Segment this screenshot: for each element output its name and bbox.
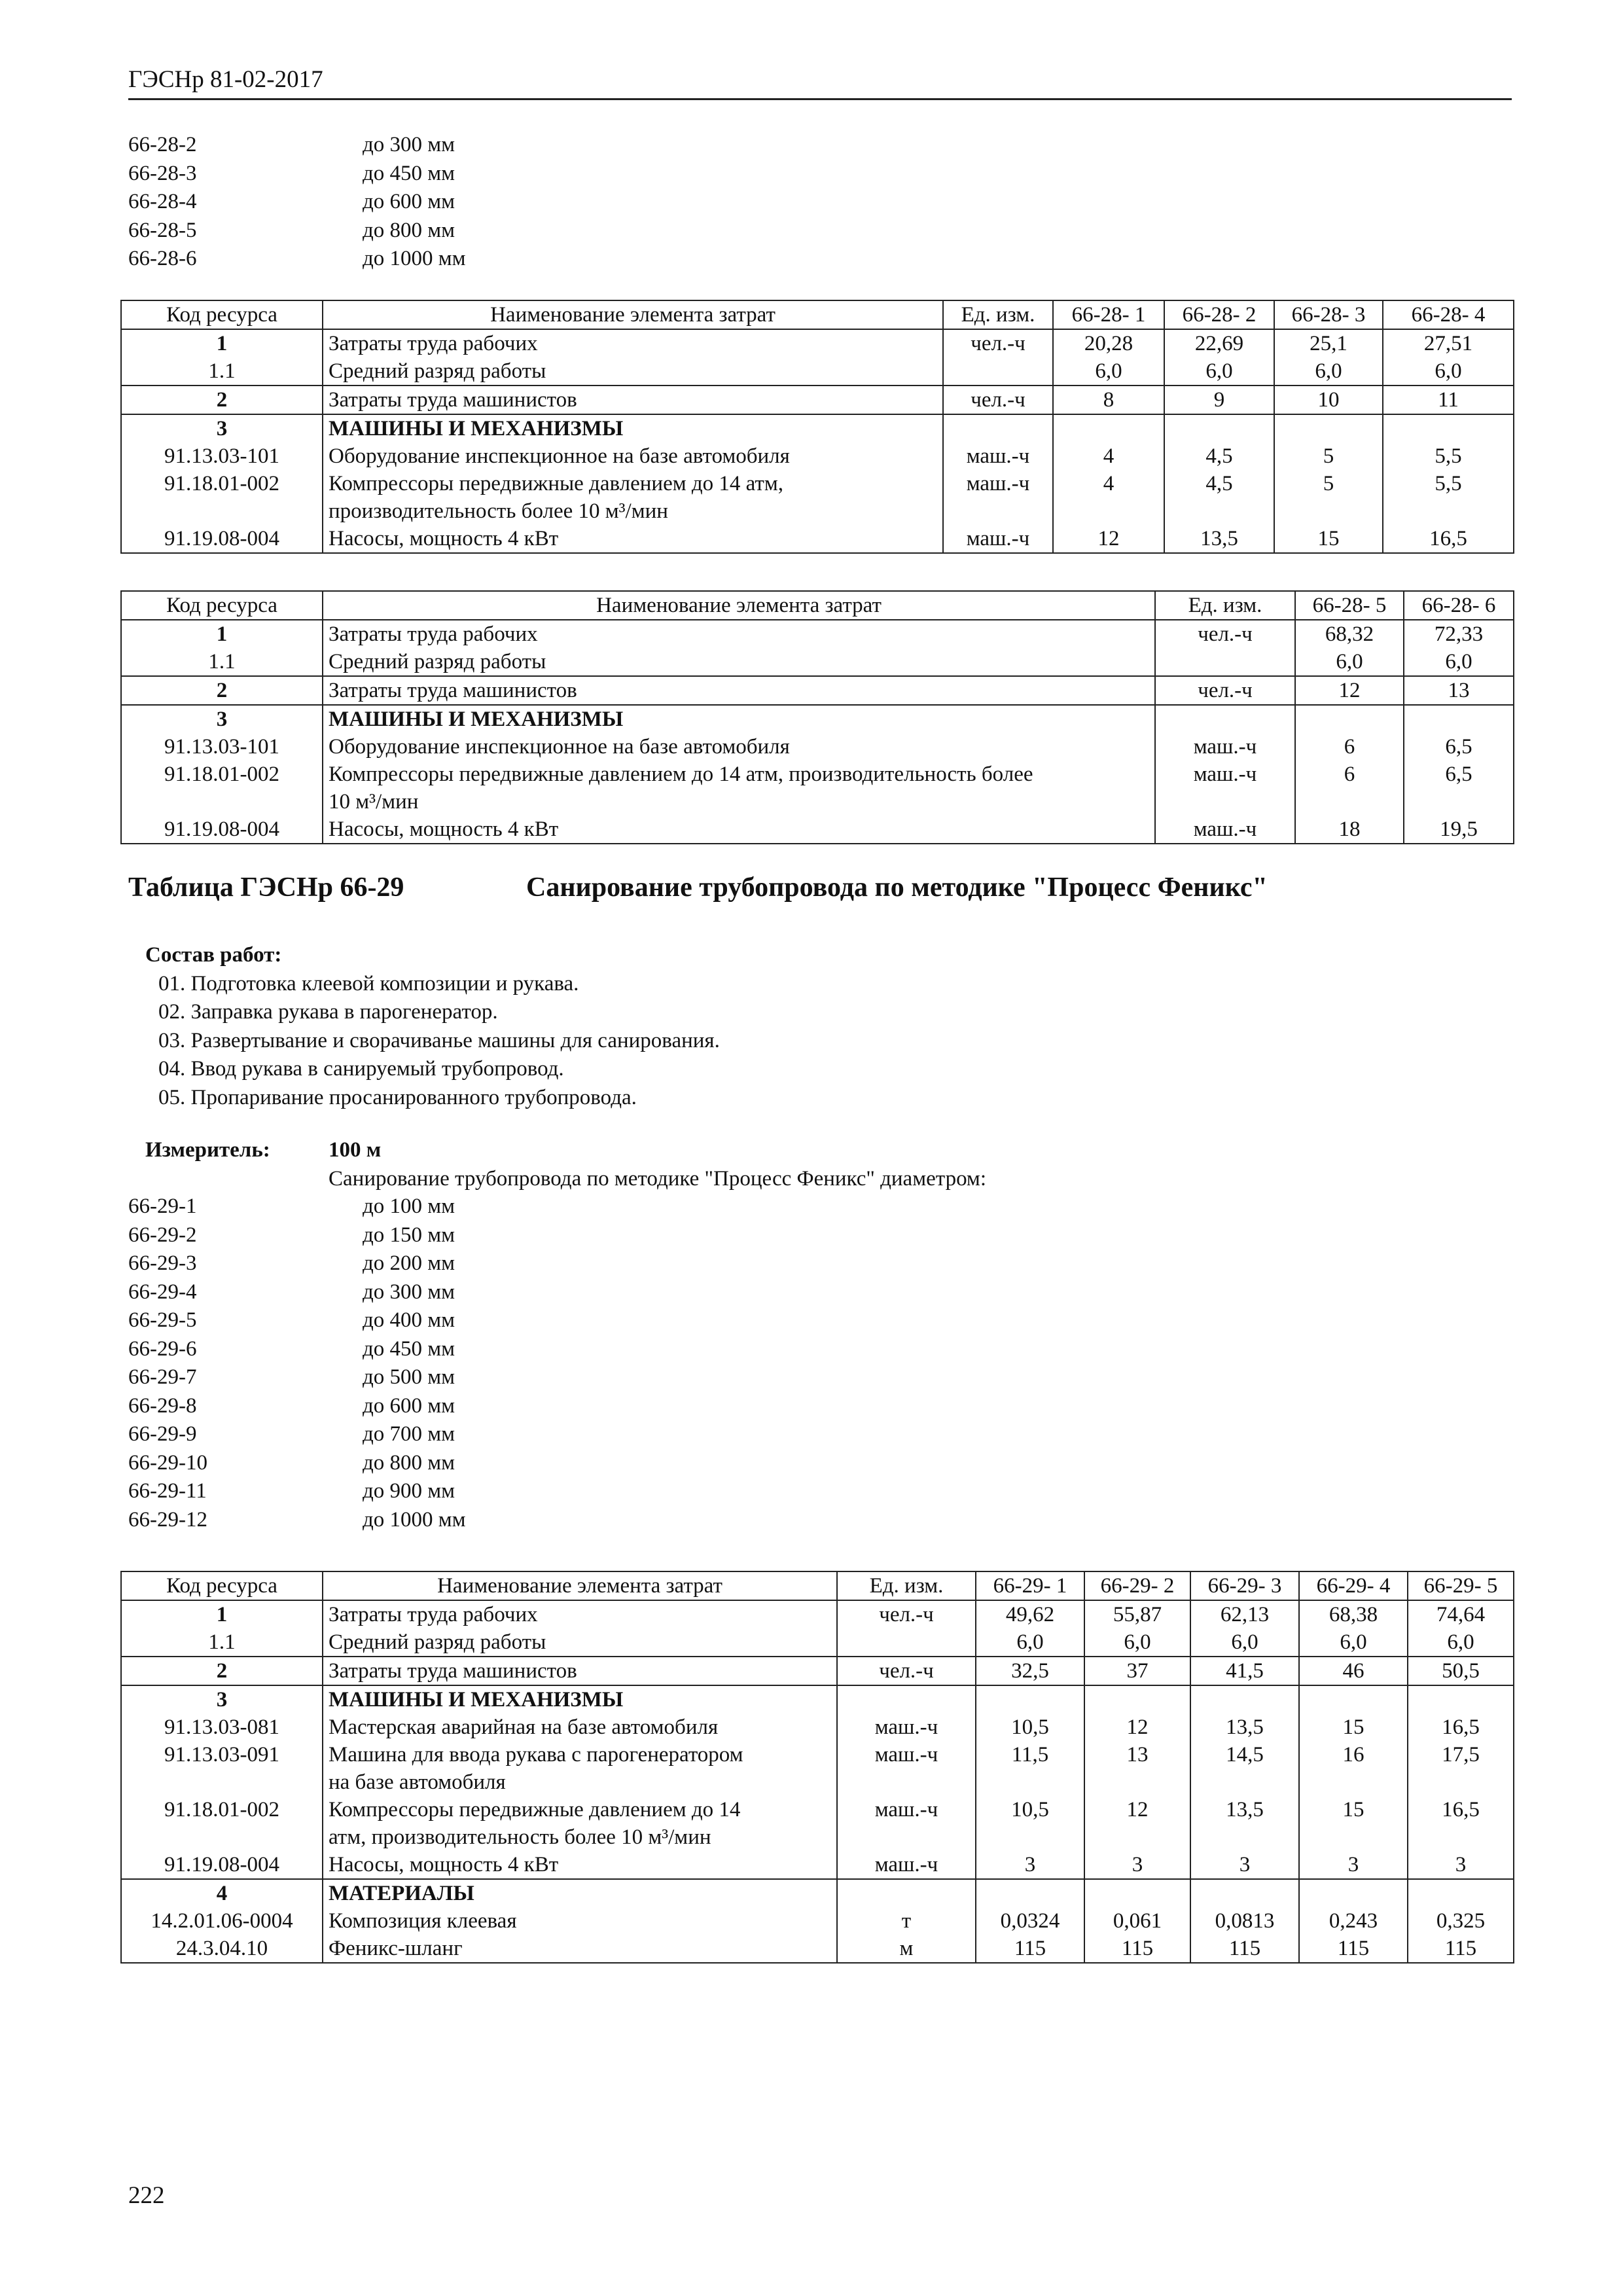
list-item: 04. Ввод рукава в санируемый трубопровод. <box>158 1057 564 1081</box>
table-row: 4 МАТЕРИАЛЫ <box>121 1879 1514 1907</box>
table-row: 91.18.01-002 Компрессоры передвижные давлением до 14 атм, производительность более маш.-ч 6 6,5 <box>121 761 1514 788</box>
list-item: 66-29-5 до 400 мм <box>128 1308 455 1332</box>
table-row: 1.1 Средний разряд работы 6,0 6,0 <box>121 648 1514 676</box>
list-item: 66-28-3 до 450 мм <box>128 161 455 185</box>
table-header-row: Код ресурса Наименование элемента затрат Ед. изм. 66-28- 5 66-28- 6 <box>121 591 1514 620</box>
measure-label: Измеритель: <box>145 1138 270 1162</box>
table-row: 3 МАШИНЫ И МЕХАНИЗМЫ <box>121 705 1514 733</box>
table-row: 91.13.03-091 Машина для ввода рукава с парогенератором маш.-ч 11,5 13 14,5 16 17,5 <box>121 1741 1514 1768</box>
measure-block <box>145 1136 986 1193</box>
list-item: 02. Заправка рукава в парогенератор. <box>158 1000 498 1024</box>
table-row: 1 Затраты труда рабочих чел.-ч 20,28 22,69 25,1 27,51 <box>121 329 1514 357</box>
list-item: 05. Пропаривание просанированного трубопровода. <box>158 1085 637 1109</box>
list-item: 66-28-6 до 1000 мм <box>128 247 466 270</box>
resource-table-66-28-5-6 <box>120 590 1514 844</box>
table-row: 1 Затраты труда рабочих чел.-ч 68,32 72,33 <box>121 620 1514 648</box>
table-row: 91.13.03-101 Оборудование инспекционное на базе автомобиля маш.-ч 4 4,5 5 5,5 <box>121 442 1514 470</box>
table-row: 1 Затраты труда рабочих чел.-ч 49,62 55,87 62,13 68,38 74,64 <box>121 1600 1514 1628</box>
table-header-row: Код ресурса Наименование элемента затрат Ед. изм. 66-28- 1 66-28- 2 66-28- 3 66-28- 4 <box>121 300 1514 329</box>
table-row: 91.13.03-081 Мастерская аварийная на базе автомобиля маш.-ч 10,5 12 13,5 15 16,5 <box>121 1713 1514 1741</box>
list-item: 66-29-7 до 500 мм <box>128 1365 455 1389</box>
table-header-row: Код ресурса Наименование элемента затрат Ед. изм. 66-29- 1 66-29- 2 66-29- 3 66-29- 4 66-29- 5 <box>121 1571 1514 1600</box>
list-item: 66-28-4 до 600 мм <box>128 190 455 213</box>
table-row: 91.19.08-004 Насосы, мощность 4 кВт маш.-ч 12 13,5 15 16,5 <box>121 525 1514 553</box>
resource-table-66-29-1-5 <box>120 1571 1514 1964</box>
table-row: 2 Затраты труда машинистов чел.-ч 32,5 37 41,5 46 50,5 <box>121 1657 1514 1685</box>
list-item: 66-29-11 до 900 мм <box>128 1479 455 1503</box>
table-row: атм, производительность более 10 м³/мин <box>121 1823 1514 1851</box>
list-item: 66-29-12 до 1000 мм <box>128 1507 466 1532</box>
table-row: 91.19.08-004 Насосы, мощность 4 кВт маш.-ч 3 3 3 3 3 <box>121 1851 1514 1879</box>
table-row: 2 Затраты труда машинистов чел.-ч 8 9 10 11 <box>121 386 1514 414</box>
list-item: 01. Подготовка клеевой композиции и рукава. <box>158 971 579 996</box>
table-row: 3 МАШИНЫ И МЕХАНИЗМЫ <box>121 414 1514 442</box>
table-row: производительность более 10 м³/мин <box>121 497 1514 525</box>
page-header <box>128 65 1512 100</box>
list-item: 66-29-1 до 100 мм <box>128 1194 455 1218</box>
table-row: на базе автомобиля <box>121 1768 1514 1796</box>
list-item: 66-29-9 до 700 мм <box>128 1422 455 1446</box>
page-number: 222 <box>128 2182 165 2209</box>
list-item: 66-28-2 до 300 мм <box>128 133 455 156</box>
table-row: 3 МАШИНЫ И МЕХАНИЗМЫ <box>121 1685 1514 1713</box>
table-row: 1.1 Средний разряд работы 6,0 6,0 6,0 6,0 6,0 <box>121 1628 1514 1657</box>
table-row: 1.1 Средний разряд работы 6,0 6,0 6,0 6,0 <box>121 357 1514 386</box>
list-item: 03. Развертывание и сворачиванье машины для санирования. <box>158 1028 720 1052</box>
table-row: 2 Затраты труда машинистов чел.-ч 12 13 <box>121 676 1514 705</box>
list-item: 66-29-4 до 300 мм <box>128 1280 455 1304</box>
list-item: 66-29-6 до 450 мм <box>128 1336 455 1361</box>
header-title: ГЭСНр 81-02-2017 <box>128 66 323 93</box>
measure-value: 100 м <box>329 1138 382 1162</box>
table-row: 91.18.01-002 Компрессоры передвижные давлением до 14 атм, маш.-ч 4 4,5 5 5,5 <box>121 470 1514 497</box>
code-list-66-29 <box>128 1193 466 1534</box>
list-item: 66-29-3 до 200 мм <box>128 1251 455 1275</box>
work-composition-label: Состав работ: <box>145 943 282 967</box>
table-label: Таблица ГЭСНр 66-29 <box>128 872 404 903</box>
list-item: 66-29-10 до 800 мм <box>128 1450 455 1475</box>
table-row: 91.13.03-101 Оборудование инспекционное на базе автомобиля маш.-ч 6 6,5 <box>121 733 1514 761</box>
table-title <box>128 872 1268 903</box>
table-row: 10 м³/мин <box>121 788 1514 816</box>
list-item: 66-28-5 до 800 мм <box>128 218 455 242</box>
table-row: 91.18.01-002 Компрессоры передвижные давлением до 14 маш.-ч 10,5 12 13,5 15 16,5 <box>121 1796 1514 1823</box>
table-row: 14.2.01.06-0004 Композиция клеевая т 0,0324 0,061 0,0813 0,243 0,325 <box>121 1907 1514 1935</box>
code-list-66-28 <box>128 131 466 274</box>
table-row: 91.19.08-004 Насосы, мощность 4 кВт маш.-ч 18 19,5 <box>121 816 1514 844</box>
work-composition <box>145 941 720 1112</box>
table-row: 24.3.04.10 Феникс-шланг м 115 115 115 115 115 <box>121 1935 1514 1963</box>
list-item: 66-29-2 до 150 мм <box>128 1223 455 1247</box>
list-item: 66-29-8 до 600 мм <box>128 1393 455 1418</box>
measure-description: Санирование трубопровода по методике "Процесс Феникс" диаметром: <box>329 1166 986 1191</box>
resource-table-66-28-1-4 <box>120 300 1514 554</box>
table-name: Санирование трубопровода по методике "Процесс Феникс" <box>526 872 1268 903</box>
